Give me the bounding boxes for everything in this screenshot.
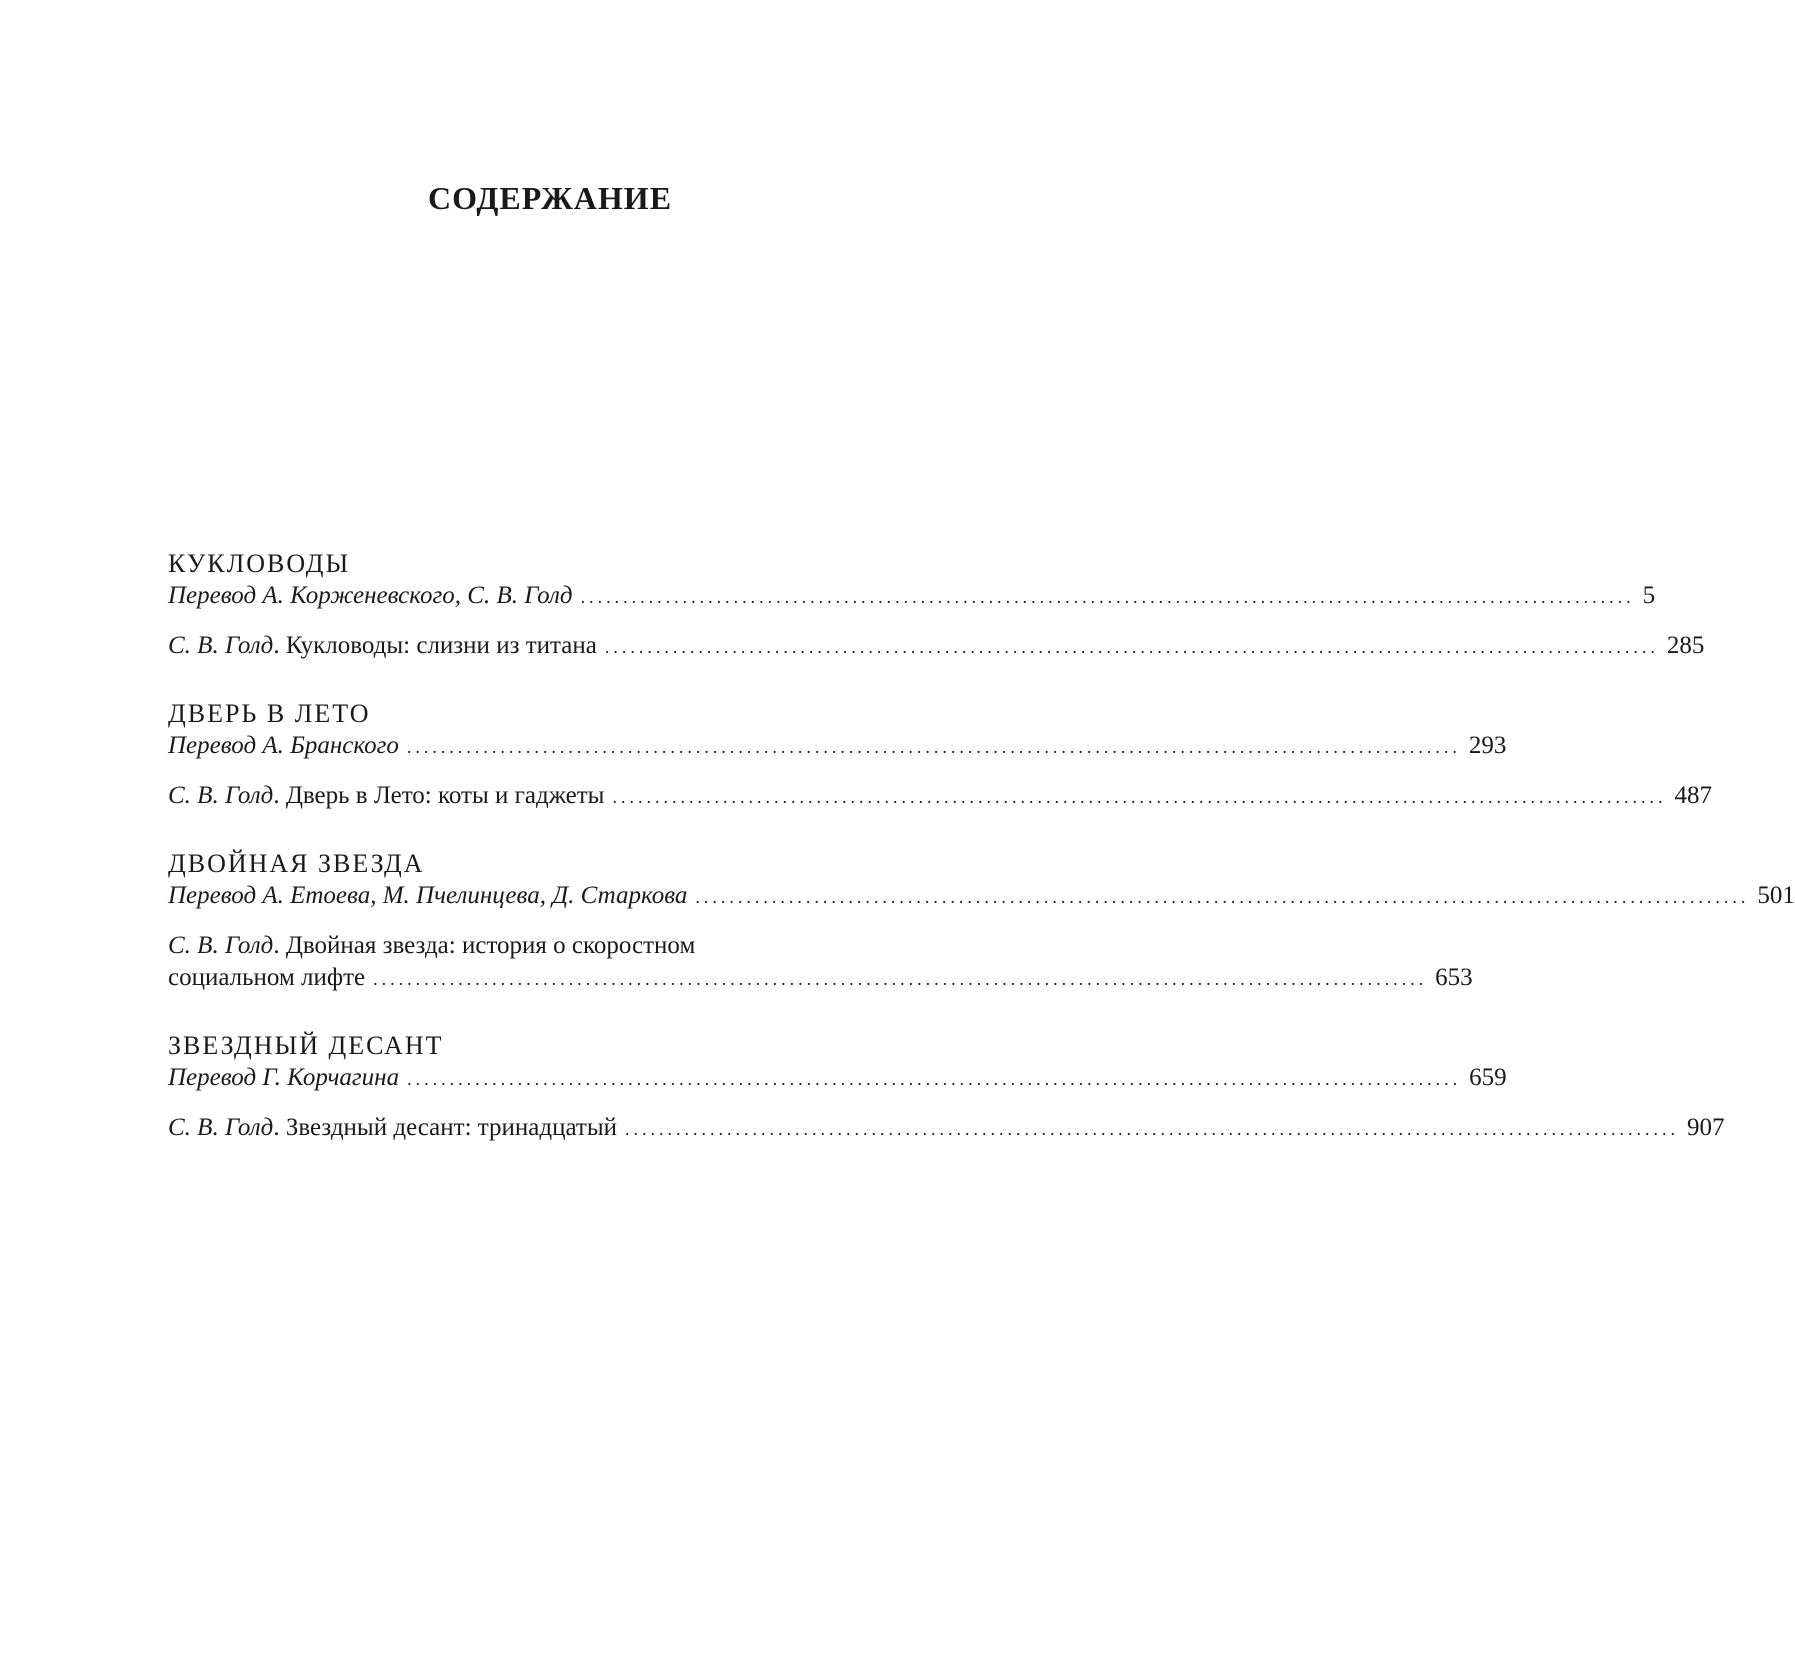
toc-section-double-star bbox=[168, 848, 1795, 994]
entry-text: Перевод А. Етоева, М. Пчелинцева, Д. Старкова bbox=[168, 882, 688, 909]
afterword-title-line2: социальном лифте bbox=[168, 964, 366, 991]
toc-section-starship-troopers bbox=[168, 1030, 1725, 1144]
afterword-author: С. В. Голд bbox=[168, 1114, 274, 1141]
dot-leader: ............................................................................................................................ bbox=[695, 887, 1750, 907]
dot-leader: ............................................................................................................................ bbox=[604, 637, 1659, 657]
afterword-title: . Звездный десант: тринадцатый bbox=[273, 1114, 618, 1141]
dot-leader: ............................................................................................................................ bbox=[580, 587, 1635, 607]
toc-entry-translation[interactable] bbox=[168, 880, 1795, 912]
toc-entry-translation[interactable] bbox=[168, 580, 1656, 612]
afterword-author: С. В. Голд bbox=[168, 932, 274, 959]
page-number: 293 bbox=[1468, 732, 1507, 759]
dot-leader: ............................................................................................................................ bbox=[406, 737, 1461, 757]
afterword-title: . Дверь в Лето: коты и гаджеты bbox=[273, 782, 605, 809]
dot-leader: ............................................................................................................................ bbox=[612, 787, 1667, 807]
toc-section-door-into-summer bbox=[168, 698, 1712, 812]
afterword-author: С. В. Голд bbox=[168, 632, 274, 659]
page-number: 501 bbox=[1757, 882, 1795, 909]
entry-text: Перевод А. Корженевского, С. В. Голд bbox=[168, 582, 573, 609]
toc-entry-afterword[interactable] bbox=[168, 780, 1712, 812]
page-title: СОДЕРЖАНИЕ bbox=[427, 180, 673, 216]
page-number: 659 bbox=[1469, 1064, 1507, 1091]
table-of-contents bbox=[168, 548, 1795, 1180]
entry-text bbox=[168, 630, 597, 662]
toc-entry-translation[interactable] bbox=[168, 730, 1507, 762]
afterword-author: С. В. Голд bbox=[168, 782, 274, 809]
toc-section-puppet-masters bbox=[168, 548, 1705, 662]
entry-text-line1 bbox=[168, 930, 983, 962]
page-number: 907 bbox=[1687, 1114, 1725, 1141]
entry-text: Перевод А. Бранского bbox=[168, 732, 399, 759]
dot-leader: ............................................................................................................................ bbox=[373, 969, 1428, 989]
section-heading: ДВОЙНАЯ ЗВЕЗДА bbox=[168, 849, 425, 878]
toc-entry-afterword[interactable] bbox=[168, 1112, 1725, 1144]
entry-text: Перевод Г. Корчагина bbox=[168, 1064, 400, 1091]
page-number: 653 bbox=[1435, 964, 1473, 991]
afterword-title: . Кукловоды: слизни из титана bbox=[273, 632, 597, 659]
section-heading: ЗВЕЗДНЫЙ ДЕСАНТ bbox=[168, 1031, 444, 1060]
afterword-title-line1: . Двойная звезда: история о скоростном bbox=[273, 932, 696, 959]
page-number: 285 bbox=[1666, 632, 1705, 659]
section-heading: КУКЛОВОДЫ bbox=[168, 549, 351, 578]
toc-entry-translation[interactable] bbox=[168, 1062, 1507, 1094]
dot-leader: ............................................................................................................................ bbox=[625, 1119, 1680, 1139]
page-number: 487 bbox=[1674, 782, 1712, 809]
page-number: 5 bbox=[1642, 582, 1656, 609]
section-heading: ДВЕРЬ В ЛЕТО bbox=[168, 699, 371, 728]
toc-entry-afterword[interactable] bbox=[168, 930, 1473, 994]
entry-text bbox=[168, 1112, 617, 1144]
toc-entry-afterword[interactable] bbox=[168, 630, 1705, 662]
entry-text bbox=[168, 780, 604, 812]
dot-leader: ............................................................................................................................ bbox=[407, 1069, 1462, 1089]
